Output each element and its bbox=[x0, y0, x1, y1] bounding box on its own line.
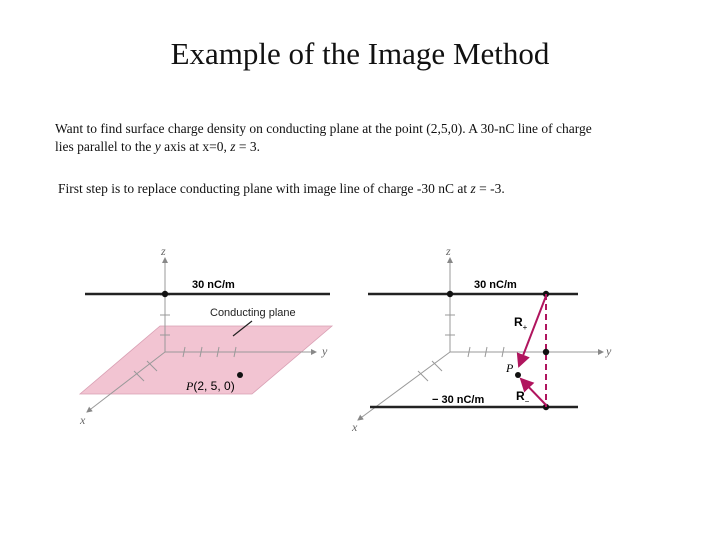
left-x-label: x bbox=[80, 413, 86, 427]
right-y-label: y bbox=[606, 344, 612, 358]
right-x-label: x bbox=[352, 420, 358, 434]
right-figure bbox=[351, 244, 612, 434]
r-plus-label: $R_+$ bbox=[514, 315, 528, 332]
left-z-label: z bbox=[161, 244, 166, 258]
left-point-p-label: P(2, 5, 0) bbox=[186, 379, 235, 393]
right-z-label: z bbox=[446, 244, 451, 258]
right-image-line-label: − 30 nC/m bbox=[432, 394, 485, 406]
problem-y-var: y bbox=[154, 139, 161, 154]
left-line-charge-point bbox=[162, 291, 168, 297]
right-origin-proj-point bbox=[543, 349, 549, 355]
right-x-axis bbox=[358, 352, 450, 420]
problem-line-1: Want to find surface charge density on conducting plane at the point (2,5,0). A 30-nC line of charge bbox=[55, 121, 592, 136]
problem-line-2-mid: axis at x=0, bbox=[160, 139, 231, 154]
left-y-label: y bbox=[322, 344, 328, 358]
first-step-z-var: z bbox=[470, 181, 476, 196]
first-step-prefix: First step is to replace conducting plane with image line of charge -30 nC at bbox=[58, 181, 471, 196]
left-figure bbox=[79, 244, 332, 427]
problem-line-2-prefix: lies parallel to the bbox=[55, 139, 155, 154]
r-minus-label: $R_-$ bbox=[516, 389, 530, 406]
right-top-charge-point bbox=[447, 291, 453, 297]
right-top-line-label: 30 nC/m bbox=[474, 279, 517, 291]
right-point-p bbox=[515, 372, 521, 378]
first-step-suffix: = -3. bbox=[475, 181, 505, 196]
right-x-ticks bbox=[418, 361, 442, 381]
left-line-charge-label: 30 nC/m bbox=[192, 279, 235, 291]
left-point-p bbox=[237, 372, 243, 378]
conducting-plane-label: Conducting plane bbox=[210, 307, 296, 319]
problem-line-2-suffix: = 3. bbox=[235, 139, 260, 154]
problem-z-var: z bbox=[230, 139, 236, 154]
page-title: Example of the Image Method bbox=[170, 36, 550, 71]
right-point-p-label: P bbox=[506, 361, 514, 375]
